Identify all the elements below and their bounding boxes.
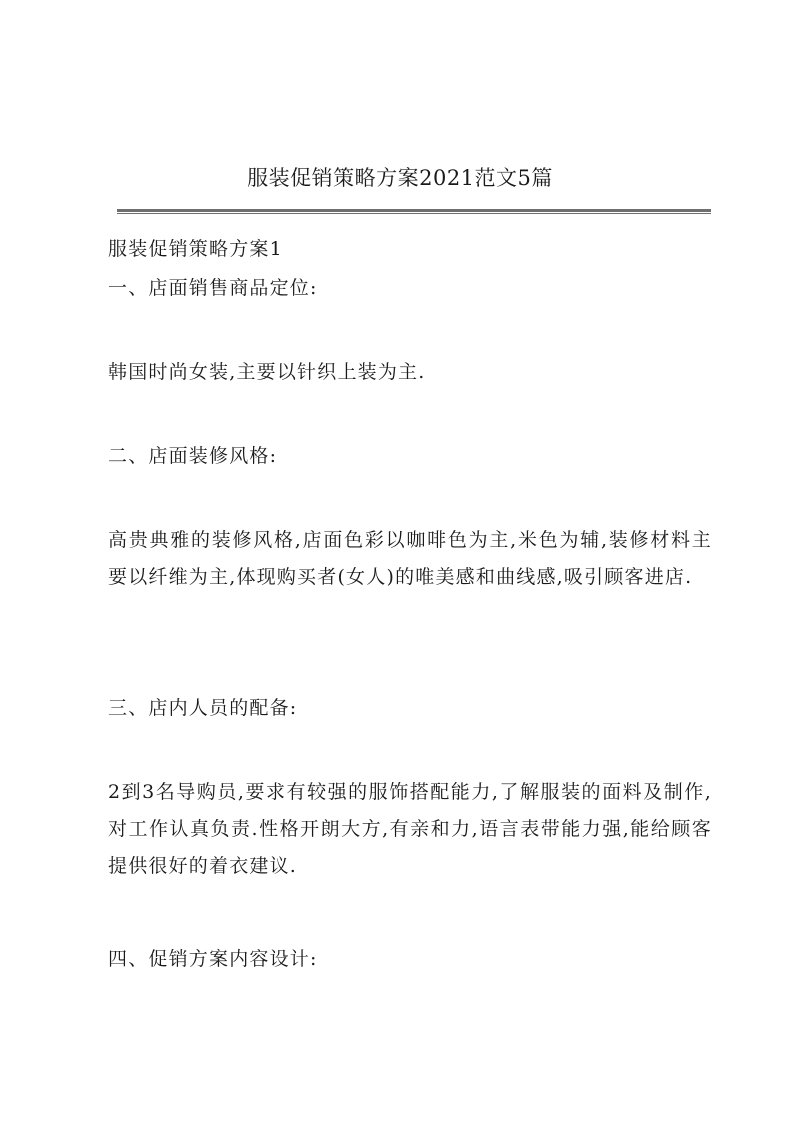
item-heading-3: 三、店内人员的配备: bbox=[108, 697, 298, 719]
item-body-2: 高贵典雅的装修风格,店面色彩以咖啡色为主,米色为辅,装修材料主要以纤维为主,体现购买者(女人)的唯美感和曲线感,吸引顾客进店. bbox=[108, 529, 712, 588]
item-body-1: 韩国时尚女装,主要以针织上装为主. bbox=[108, 361, 426, 383]
item-heading-1: 一、店面销售商品定位: bbox=[108, 277, 318, 299]
page-title: 服装促销策略方案2021范文5篇 bbox=[247, 166, 553, 190]
item-body-3: 2到3名导购员,要求有较强的服饰搭配能力,了解服装的面料及制作,对工作认真负责.性格开朗大方,有亲和力,语言表带能力强,能给顾客提供很好的着衣建议. bbox=[108, 781, 712, 877]
item-heading-4: 四、促销方案内容设计: bbox=[108, 948, 318, 970]
section-heading: 服装促销策略方案1 bbox=[108, 238, 283, 260]
item-heading-2: 二、店面装修风格: bbox=[108, 445, 278, 467]
title-divider bbox=[117, 209, 711, 214]
